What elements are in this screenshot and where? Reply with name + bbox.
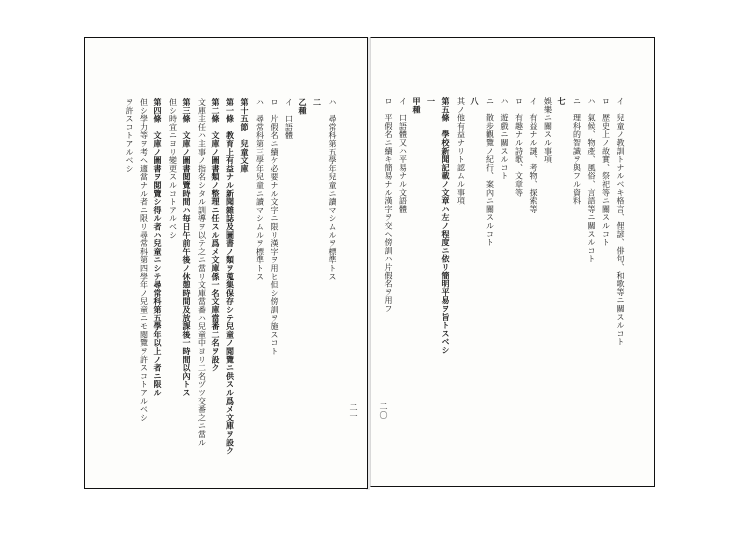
text-column: イ 口語體又ハ平易ナル文語體	[398, 97, 408, 214]
text-column: 甲種	[412, 97, 422, 114]
text-column: イ 有益ナル謎、考物、探索等	[529, 97, 538, 214]
text-column: 二	[312, 98, 323, 107]
text-column: 七	[557, 97, 567, 106]
text-column: 第二條 文庫ノ圖書類ノ整理ニ任スル爲メ文庫係一名文庫當番二名ヲ設ク	[211, 98, 221, 372]
text-column: 第十五節 兒童文庫	[240, 98, 250, 173]
text-column: ロ 片假名ニ續ケ必要ナル文字ニ限リ漢字ヲ用ヒ但シ傍訓ヲ施スコト	[270, 98, 279, 356]
text-column: ハ 尋常科第三學年兒童ニ讀マシムルヲ標準トス	[255, 98, 265, 281]
right-page-number: 二〇	[379, 402, 388, 420]
text-column: 其ノ他有益ナリト認ムル事項	[456, 97, 466, 205]
text-column: 第三條 文庫ノ圖書閲覽時間ハ毎日午前午後ノ休憩時間及放課後一時間以內トス	[182, 98, 192, 397]
text-column: 第四條 文庫ノ圖書ヲ閲覽シ得ル者ハ兒童ニシテ尋常科第五學年以上ノ者ニ限ル	[153, 98, 163, 397]
text-column: ニ 散步觀覽ノ紀行、案內ニ關スルコト	[485, 97, 495, 247]
text-column: 八	[470, 97, 480, 106]
text-column: 第五條 學校新聞記載ノ文章ハ左ノ程度ニ依リ簡明平易ヲ旨トスベシ	[441, 97, 451, 355]
text-column: ロ 平假名ニ續キ簡易ナル漢字ヲ交ヘ傍訓ハ片假名ヲ用フ	[384, 97, 393, 313]
left-page-number: 二一	[349, 403, 358, 421]
text-column: イ 口語體	[284, 98, 294, 140]
text-column: 文庫主任ハ主事ノ指名シタル訓導ヲ以テ之ニ當リ文庫當番ハ兒童中ヨリ二名ヅツ交番之ニ當ル	[197, 98, 207, 447]
text-column: ハ 氣候、物產、風俗、言語等ニ關スルコト	[587, 97, 596, 263]
text-column: ハ 遊戲ニ關スルコト	[500, 97, 509, 180]
left-page	[84, 37, 368, 489]
text-column: 但シ學力等ヲ考ヘ適當ナル者ニ限リ尋常科第四學年ノ兒童ニモ閲覽ヲ許スコトアルベシ	[139, 98, 149, 422]
text-column: ヲ許スコトアルベシ	[125, 98, 134, 173]
text-column: ニ 理科的智識ヲ與フル資料	[572, 97, 582, 205]
text-column: 娛樂ニ關スル事項	[543, 97, 553, 164]
text-column: ロ 歴史上ノ故實、祭祀等ニ關スルコト	[601, 97, 611, 247]
text-column: 乙種	[298, 98, 308, 115]
text-column: ロ 有趣ナル詩歌、文章等	[514, 97, 524, 197]
text-column: イ 兒童ノ教訓トナルベキ格言、俚諺、俳句、和歌等ニ關スルコト	[616, 97, 625, 346]
text-column: ハ 尋常科第五學年兒童ニ讀マシムルヲ標準トス	[328, 98, 337, 281]
right-page	[370, 37, 655, 487]
text-column: 但シ時宜ニヨリ變更スルコトアルベシ	[168, 98, 178, 240]
text-column: 一	[426, 97, 437, 106]
text-column: 第一條 教育上有益ナル新聞雜誌及圖書ノ類ヲ蒐集保存シテ兒童ノ閲覽ニ供スル爲メ文庫ヲ設ク	[225, 98, 236, 455]
